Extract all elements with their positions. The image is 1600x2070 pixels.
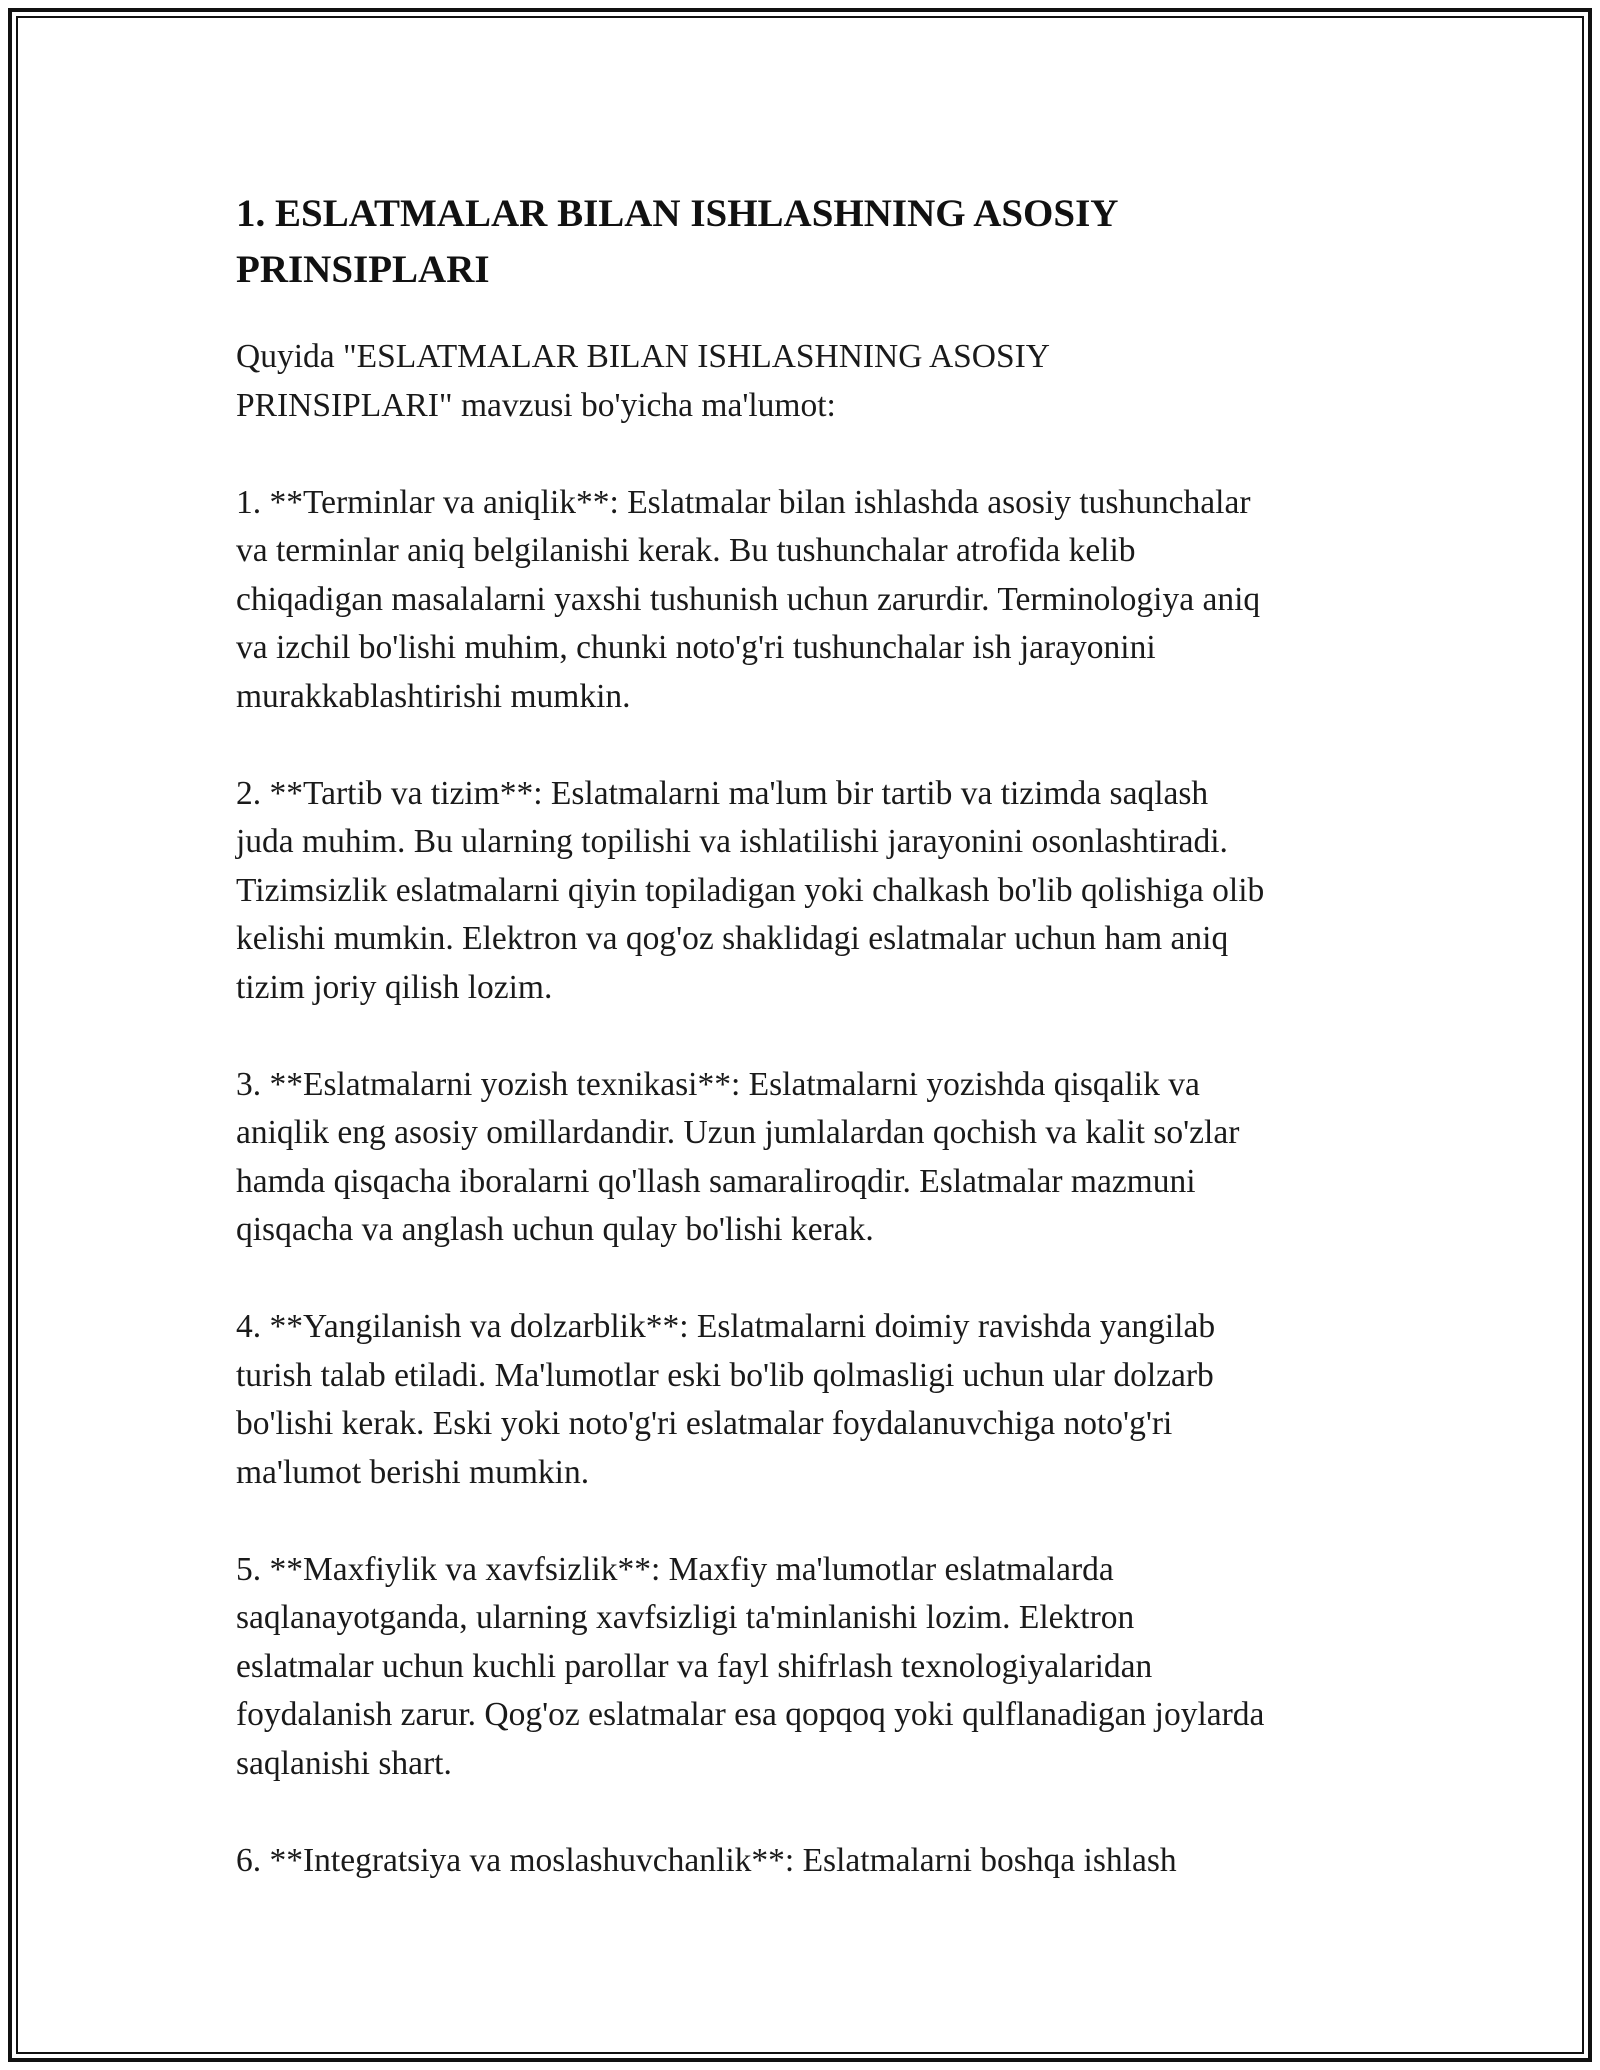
principle-item-3 [236,1061,1386,1255]
text-line: foydalanish zarur. Qog'oz eslatmalar esa qopqoq yoki qulflanadigan joylarda [236,1696,1265,1733]
text-line: juda muhim. Bu ularning topilishi va ishlatilishi jarayonini osonlashtiradi. [236,823,1228,860]
intro-paragraph [236,333,1386,430]
text-line: eslatmalar uchun kuchli parollar va fayl shifrlash texnologiyalaridan [236,1647,1153,1685]
title-line: PRINSIPLARI [236,248,490,291]
text-line: aniqlik eng asosiy omillardandir. Uzun jumlalardan qochish va kalit so'zlar [236,1114,1240,1151]
text-line: qisqacha va anglash uchun qulay bo'lishi kerak. [236,1211,874,1248]
text-line: saqlanishi shart. [236,1744,452,1782]
text-line: bo'lishi kerak. Eski yoki noto'g'ri eslatmalar foydalanuvchiga noto'g'ri [236,1405,1173,1442]
text-line: tizim joriy qilish lozim. [236,968,553,1006]
text-line: hamda qisqacha iboralarni qo'llash samaraliroqdir. Eslatmalar mazmuni [236,1162,1196,1200]
text-line: va terminlar aniq belgilanishi kerak. Bu tushunchalar atrofida kelib [236,532,1136,569]
text-line: chiqadigan masalalarni yaxshi tushunish uchun zarurdir. Terminologiya aniq [236,580,1261,618]
text-line: ma'lumot berishi mumkin. [236,1453,590,1491]
intro-line: PRINSIPLARI" mavzusi bo'yicha ma'lumot: [236,386,836,424]
text-line: 6. **Integratsiya va moslashuvchanlik**: Eslatmalarni boshqa ishlash [236,1841,1177,1879]
text-line: 1. **Terminlar va aniqlik**: Eslatmalar bilan ishlashda asosiy tushunchalar [236,483,1251,521]
text-line: Tizimsizlik eslatmalarni qiyin topiladigan yoki chalkash bo'lib qolishiga olib [236,871,1265,909]
text-line: 3. **Eslatmalarni yozish texnikasi**: Eslatmalarni yozishda qisqalik va [236,1065,1200,1103]
text-line: 5. **Maxfiylik va xavfsizlik**: Maxfiy ma'lumotlar eslatmalarda [236,1550,1114,1588]
text-line: turish talab etiladi. Ma'lumotlar eski bo'lib qolmasligi uchun ular dolzarb [236,1356,1214,1394]
text-line: murakkablashtirishi mumkin. [236,677,631,715]
text-line: kelishi mumkin. Elektron va qog'oz shaklidagi eslatmalar uchun ham aniq [236,920,1229,957]
text-line: 4. **Yangilanish va dolzarblik**: Eslatmalarni doimiy ravishda yangilab [236,1308,1216,1345]
principle-item-1 [236,479,1386,722]
text-line: saqlanayotganda, ularning xavfsizligi ta'minlanishi lozim. Elektron [236,1599,1135,1636]
text-line: 2. **Tartib va tizim**: Eslatmalarni ma'lum bir tartib va tizimda saqlash [236,774,1209,812]
title-line: 1. ESLATMALAR BILAN ISHLASHNING ASOSIY [236,192,1119,235]
principle-item-6 [236,1837,1386,1886]
principle-item-4 [236,1303,1386,1497]
principle-item-2 [236,770,1386,1013]
document-body [236,186,1386,1885]
text-line: va izchil bo'lishi muhim, chunki noto'g'ri tushunchalar ish jarayonini [236,629,1156,666]
document-title [236,186,1386,298]
intro-line: Quyida "ESLATMALAR BILAN ISHLASHNING ASOSIY [236,338,1050,375]
principle-item-5 [236,1546,1386,1789]
